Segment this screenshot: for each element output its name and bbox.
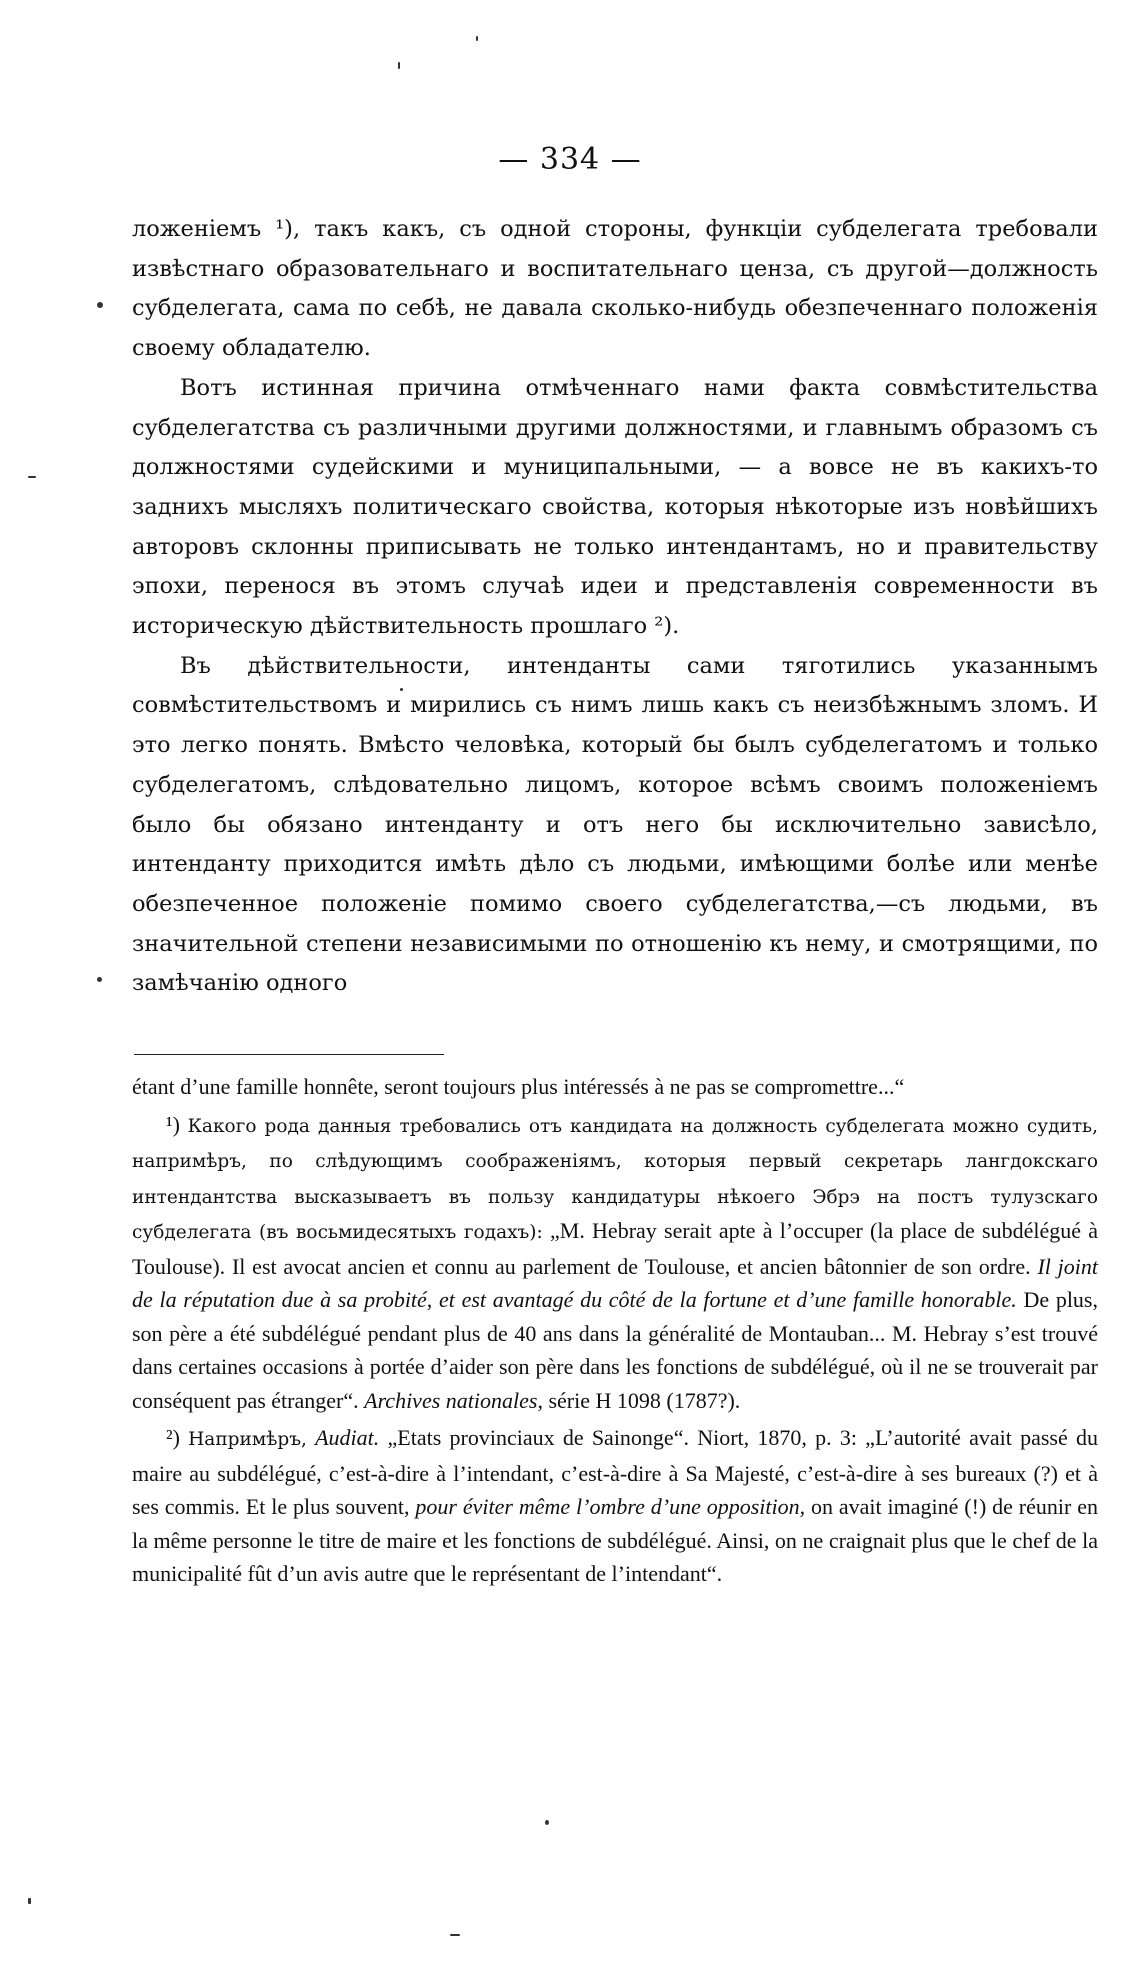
footnote-1-source-tail: , série H 1098 (1787?). <box>537 1387 741 1413</box>
footnote-1-source: Archives nationales <box>364 1387 538 1413</box>
scan-speck <box>97 302 103 308</box>
footnote-2-marker: ²) <box>166 1425 180 1450</box>
footnote-2-russian: Напримѣръ, <box>188 1429 307 1450</box>
scan-speck <box>400 688 403 691</box>
paragraph-2: Вотъ истинная причина отмѣченнаго нами факта совмѣстительства субделегатства съ различными другими должностями, и главнымъ образомъ съ должностями судейскими и муниципальными, — а вовсе не въ какихъ-то заднихъ мысляхъ политическаго свойства, которыя нѣкоторые изъ новѣйшихъ авторовъ склонны приписывать не только интендантамъ, но и правительству эпохи, перенося въ этомъ случаѣ идеи и представленія современности въ историческую дѣйствительность прошлаго ²). <box>132 374 1098 640</box>
footnote-2-quote: „Etats provinciaux de Sainonge“. Niort, 1870, p. 3: „L’autorité avait passé du maire au subdélégué, c’est-à-dire à l’intendant, c’est-à-dire à Sa Majesté, c’est-à-dire à ses bureaux (?) et à ses commis. Et le plus souvent, <box>132 1425 1098 1519</box>
paragraph-1: ложеніемъ ¹), такъ какъ, съ одной стороны, функціи субделегата требовали извѣстнаго образовательнаго и воспитательнаго ценза, съ другой—должность субделегата, сама по себѣ, не давала сколько-нибудь обезпеченнаго положенія своему обладателю. <box>132 216 1098 362</box>
scan-speck <box>28 476 36 478</box>
footnote-1-russian: Какого рода данныя требовались отъ кандидата на должность субделегата можно судить, напримѣръ, по слѣдующимъ соображеніямъ, которыя первый секретарь лангдокскаго интендантства высказываетъ въ пользу кандидатуры нѣкоего Эбрэ на постъ тулузскаго субделегата (въ восьмидесятыхъ годахъ): <box>132 1115 1099 1243</box>
main-text <box>132 210 1098 1004</box>
footnote-carry-over: étant d’une famille honnête, seront toujours plus intéressés à ne pas se compromettre...“ <box>132 1074 905 1099</box>
footnote-2 <box>132 1421 1098 1591</box>
scan-speck <box>450 1934 460 1936</box>
scan-speck <box>476 36 478 41</box>
scan-speck <box>97 977 102 982</box>
footnote-2-quote-tail: on avait imaginé (!) de réunir en la même personne le titre de maire et les fonctions de subdélégué. Ainsi, on ne craignait plus que le chef de la municipalité fût d’un avis autre que le représentant de l’intendant“. <box>132 1494 1098 1586</box>
footnotes <box>132 1070 1098 1595</box>
scan-speck <box>398 62 400 69</box>
footnote-1-quote-a: „M. Hebray serait apte à l’occuper (la place de subdélégué à Toulouse). Il est avocat ancien et connu au parlement de Toulouse, et ancien bâtonnier de son ordre. <box>132 1218 1098 1279</box>
footnote-divider <box>134 1054 444 1055</box>
paragraph-3: Въ дѣйствительности, интенданты сами тяготились указаннымъ совмѣстительствомъ и мирились съ нимъ лишь какъ съ неизбѣжнымъ зломъ. И это легко понять. Вмѣсто человѣка, который бы былъ субделегатомъ и только субделегатомъ, слѣдовательно лицомъ, которое всѣмъ своимъ положеніемъ было бы обязано интенданту и отъ него бы исключительно зависѣло, интенданту приходится имѣть дѣло съ людьми, имѣющими болѣе или менѣе обезпеченное положеніе помимо своего субделегатства,—съ людьми, въ значительной степени независимыми по отношенію къ нему, и смотрящими, по замѣчанію одного <box>132 652 1098 997</box>
scan-speck <box>545 1820 549 1825</box>
footnote-1-marker: ¹) <box>166 1111 180 1137</box>
footnote-2-author: Audiat. <box>315 1425 380 1450</box>
footnote-1-quote-italic: Il joint de la réputation due à sa probité, et est avantagé du côté de la fortune et d’une famille honorable. <box>132 1253 1099 1312</box>
footnote-1 <box>132 1108 1098 1418</box>
scan-speck <box>28 1898 31 1904</box>
page-number: — 334 — <box>498 142 642 177</box>
footnote-1-quote-b: De plus, son père a été subdélégué pendant plus de 40 ans dans la généralité de Montauban... M. Hebray s’est trouvé dans certaines occasions à portée d’aider son père dans les fonctions de subdélégué, où il ne se trouverait par conséquent pas étranger“. <box>132 1287 1098 1413</box>
footnote-2-quote-italic: pour éviter même l’ombre d’une opposition, <box>415 1494 806 1519</box>
